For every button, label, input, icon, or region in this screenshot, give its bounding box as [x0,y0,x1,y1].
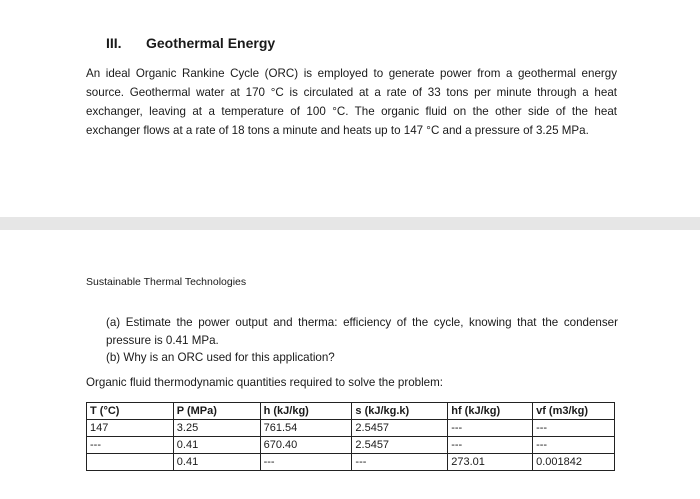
table-cell: 2.5457 [352,420,448,437]
table-cell: --- [533,420,615,437]
table-row [87,437,615,454]
document-page-1 [0,0,700,217]
table-cell: 0.001842 [533,454,615,471]
section-number: III. [106,35,122,51]
table-cell [87,454,174,471]
question-b: (b) Why is an ORC used for this application? [106,351,335,364]
table-cell: 273.01 [448,454,533,471]
header-temperature: T (°C) [87,403,174,420]
table-row [87,420,615,437]
header-entropy: s (kJ/kg.k) [352,403,448,420]
section-title: Geothermal Energy [146,35,276,51]
table-cell: --- [352,454,448,471]
running-head: Sustainable Thermal Technologies [86,276,247,288]
table-cell: 2.5457 [352,437,448,454]
table-header-row [87,403,615,420]
section-heading [106,35,275,51]
table-cell: --- [533,437,615,454]
header-pressure: P (MPa) [173,403,260,420]
header-hf: hf (kJ/kg) [448,403,533,420]
thermo-table [86,402,615,471]
table-cell: 761.54 [260,420,352,437]
header-vf: vf (m3/kg) [533,403,615,420]
problem-paragraph: An ideal Organic Rankine Cycle (ORC) is employed to generate power from a geothermal energy source. Geothermal water at 170 °C is circulated at a rate of 33 tons per minute through a heat exchanger, leaving at a temperature of 100 °C. The organic fluid on the other side of the heat exchanger flows at a rate of 18 tons a minute and heats up to 147 °C and a pressure of 3.25 MPa. [86,67,617,137]
table-cell: --- [448,437,533,454]
header-enthalpy: h (kJ/kg) [260,403,352,420]
document-page-2 [0,230,700,499]
table-cell: 0.41 [173,454,260,471]
table-cell: --- [87,437,174,454]
table-cell: 147 [87,420,174,437]
question-a: (a) Estimate the power output and therma: efficiency of the cycle, knowing that the condenser pressure is 0.41 MPa. [106,316,618,347]
table-cell: 0.41 [173,437,260,454]
table-caption: Organic fluid thermodynamic quantities required to solve the problem: [86,376,444,389]
table-cell: --- [260,454,352,471]
table-cell: 3.25 [173,420,260,437]
table-cell: 670.40 [260,437,352,454]
table-row [87,454,615,471]
table-cell: --- [448,420,533,437]
